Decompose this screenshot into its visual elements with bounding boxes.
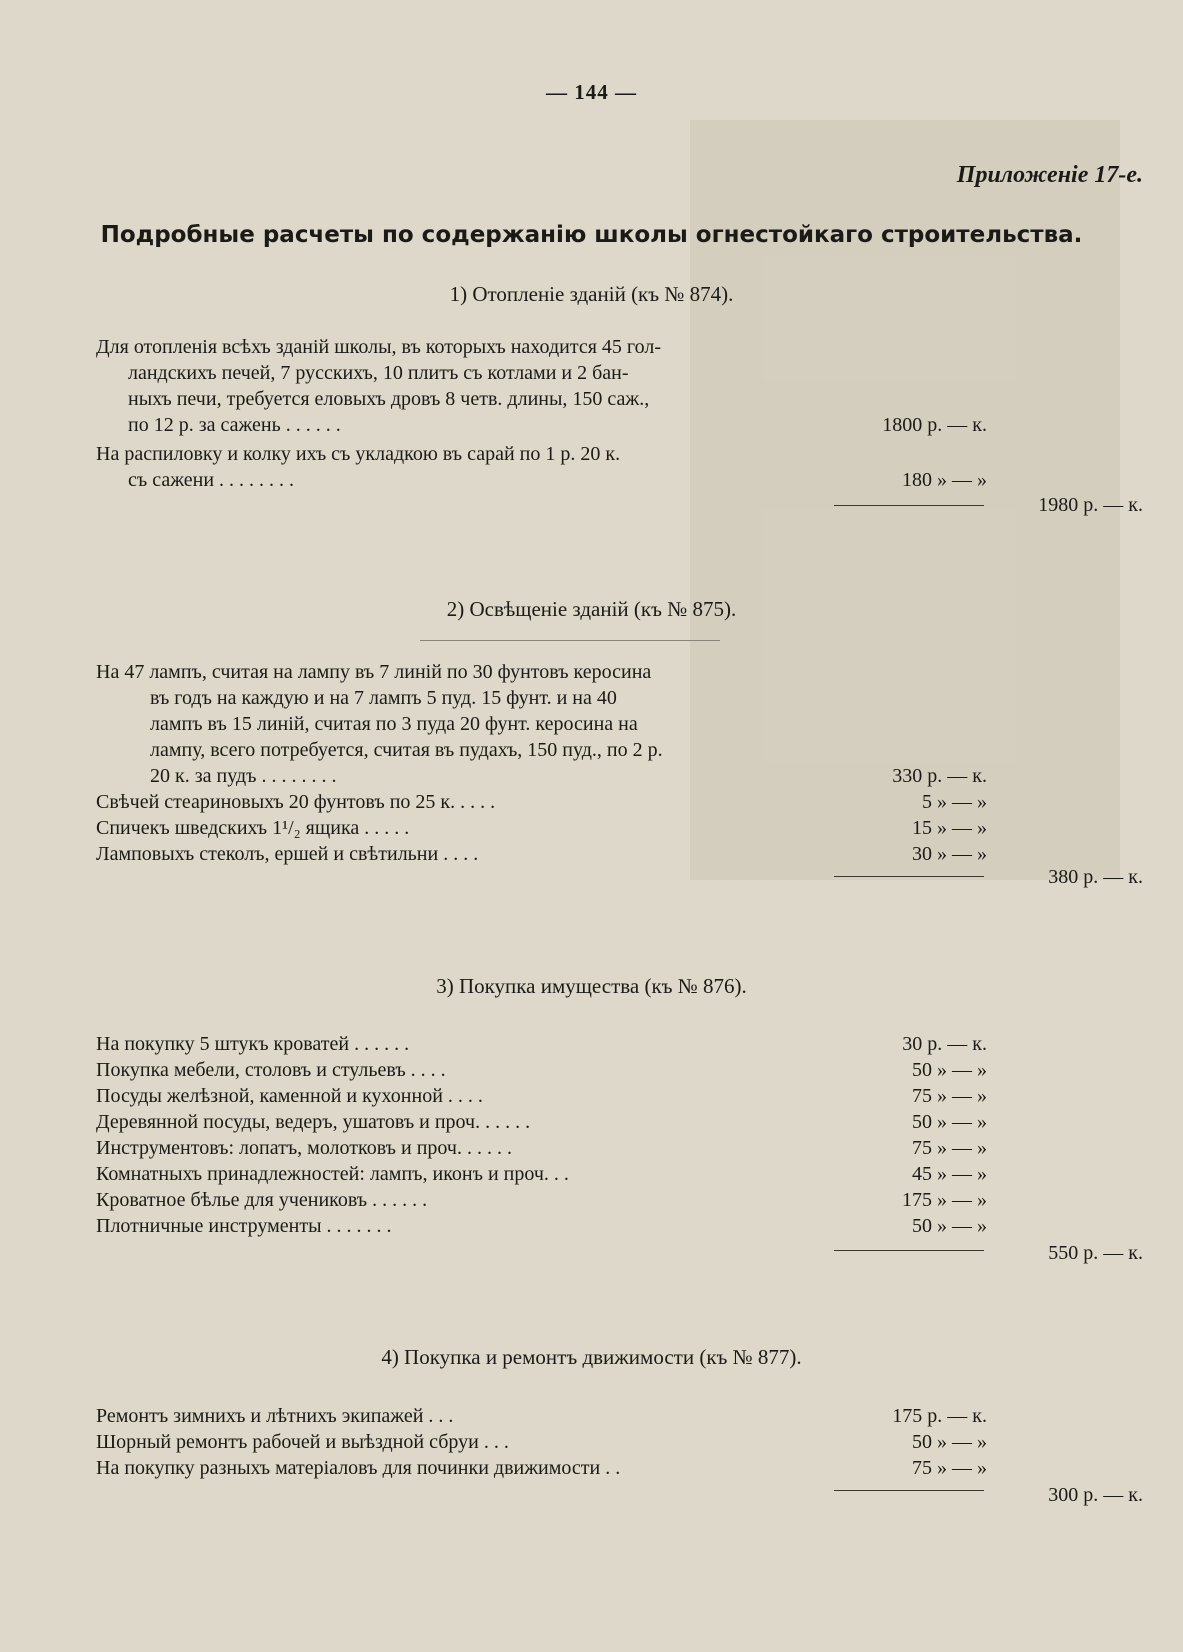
text-line: На покупку разныхъ матеріаловъ для починки движимости . . [96, 1457, 621, 1479]
amount: 75 » — » [912, 1457, 987, 1479]
text-line: Деревянной посуды, ведеръ, ушатовъ и проч. . . . . . [96, 1111, 531, 1133]
amount: 30 р. — к. [902, 1033, 987, 1055]
text-line: ландскихъ печей, 7 русскихъ, 10 плитъ съ котлами и 2 бан- [128, 362, 629, 384]
sum-rule [834, 876, 984, 877]
text-line: Посуды желѣзной, каменной и кухонной . . . . [96, 1085, 483, 1107]
amount: 175 р. — к. [892, 1405, 987, 1427]
amount: 50 » — » [912, 1215, 987, 1237]
text-line: по 12 р. за сажень . . . . . . [128, 414, 341, 436]
text-line: съ сажени . . . . . . . . [128, 469, 295, 491]
text-line: лампъ въ 15 линій, считая по 3 пуда 20 фунт. керосина на [150, 713, 638, 735]
section-total: 300 р. — к. [1048, 1484, 1143, 1506]
text-line: Свѣчей стеариновыхъ 20 фунтовъ по 25 к. . . . . [96, 791, 496, 813]
text-line: Инструментовъ: лопатъ, молотковъ и проч. . . . . . [96, 1137, 512, 1159]
section-heading: 4) Покупка и ремонтъ движимости (къ № 877). [381, 1345, 802, 1369]
section-rule [420, 640, 720, 641]
text-line: Для отопленія всѣхъ зданій школы, въ которыхъ находится 45 гол- [96, 336, 661, 358]
sum-rule [834, 1490, 984, 1491]
text-line: На покупку 5 штукъ кроватей . . . . . . [96, 1033, 410, 1055]
text-line: На распиловку и колку ихъ съ укладкою въ сарай по 1 р. 20 к. [96, 443, 621, 465]
amount: 75 » — » [912, 1085, 987, 1107]
text-line: Ремонтъ зимнихъ и лѣтнихъ экипажей . . . [96, 1405, 454, 1427]
text-line: 20 к. за пудъ . . . . . . . . [150, 765, 337, 787]
amount: 180 » — » [902, 469, 987, 491]
section-total: 550 р. — к. [1048, 1242, 1143, 1264]
amount: 1800 р. — к. [882, 414, 987, 436]
text-line: Кроватное бѣлье для учениковъ . . . . . . [96, 1189, 428, 1211]
amount: 50 » — » [912, 1059, 987, 1081]
amount: 50 » — » [912, 1111, 987, 1133]
text-line: Покупка мебели, столовъ и стульевъ . . . . [96, 1059, 446, 1081]
section-total: 380 р. — к. [1048, 866, 1143, 888]
document-title: Подробные расчеты по содержанію школы огнестойкаго строительства. [100, 222, 1083, 248]
appendix-label: Приложеніе 17-е. [956, 162, 1143, 188]
text-line: На 47 лампъ, считая на лампу въ 7 линій по 30 фунтовъ керосина [96, 661, 652, 683]
amount: 330 р. — к. [892, 765, 987, 787]
amount: 175 » — » [902, 1189, 987, 1211]
amount: 30 » — » [912, 843, 987, 865]
amount: 45 » — » [912, 1163, 987, 1185]
amount: 5 » — » [922, 791, 987, 813]
sum-rule [834, 505, 984, 506]
text-line: Комнатныхъ принадлежностей: лампъ, иконъ и проч. . . [96, 1163, 569, 1185]
section-total: 1980 р. — к. [1038, 494, 1143, 516]
sum-rule [834, 1250, 984, 1251]
section-heading: 2) Освѣщеніе зданій (къ № 875). [446, 597, 737, 621]
text-line: въ годъ на каждую и на 7 лампъ 5 пуд. 15 фунт. и на 40 [150, 687, 617, 709]
text-line: Плотничные инструменты . . . . . . . [96, 1215, 392, 1237]
section-heading: 1) Отопленіе зданій (къ № 874). [449, 282, 734, 306]
text-line: Спичекъ шведскихъ 1¹/₂ ящика . . . . . [96, 817, 410, 839]
amount: 15 » — » [912, 817, 987, 839]
text-line: Ламповыхъ стеколъ, ершей и свѣтильни . . . . [96, 843, 479, 865]
text-line: Шорный ремонтъ рабочей и выѣздной сбруи . . . [96, 1431, 509, 1453]
amount: 50 » — » [912, 1431, 987, 1453]
text-line: лампу, всего потребуется, считая въ пудахъ, 150 пуд., по 2 р. [150, 739, 663, 761]
amount: 75 » — » [912, 1137, 987, 1159]
section-heading: 3) Покупка имущества (къ № 876). [436, 974, 747, 998]
text-line: ныхъ печи, требуется еловыхъ дровъ 8 четв. длины, 150 саж., [128, 388, 650, 410]
page-number: — 144 — [546, 80, 637, 104]
